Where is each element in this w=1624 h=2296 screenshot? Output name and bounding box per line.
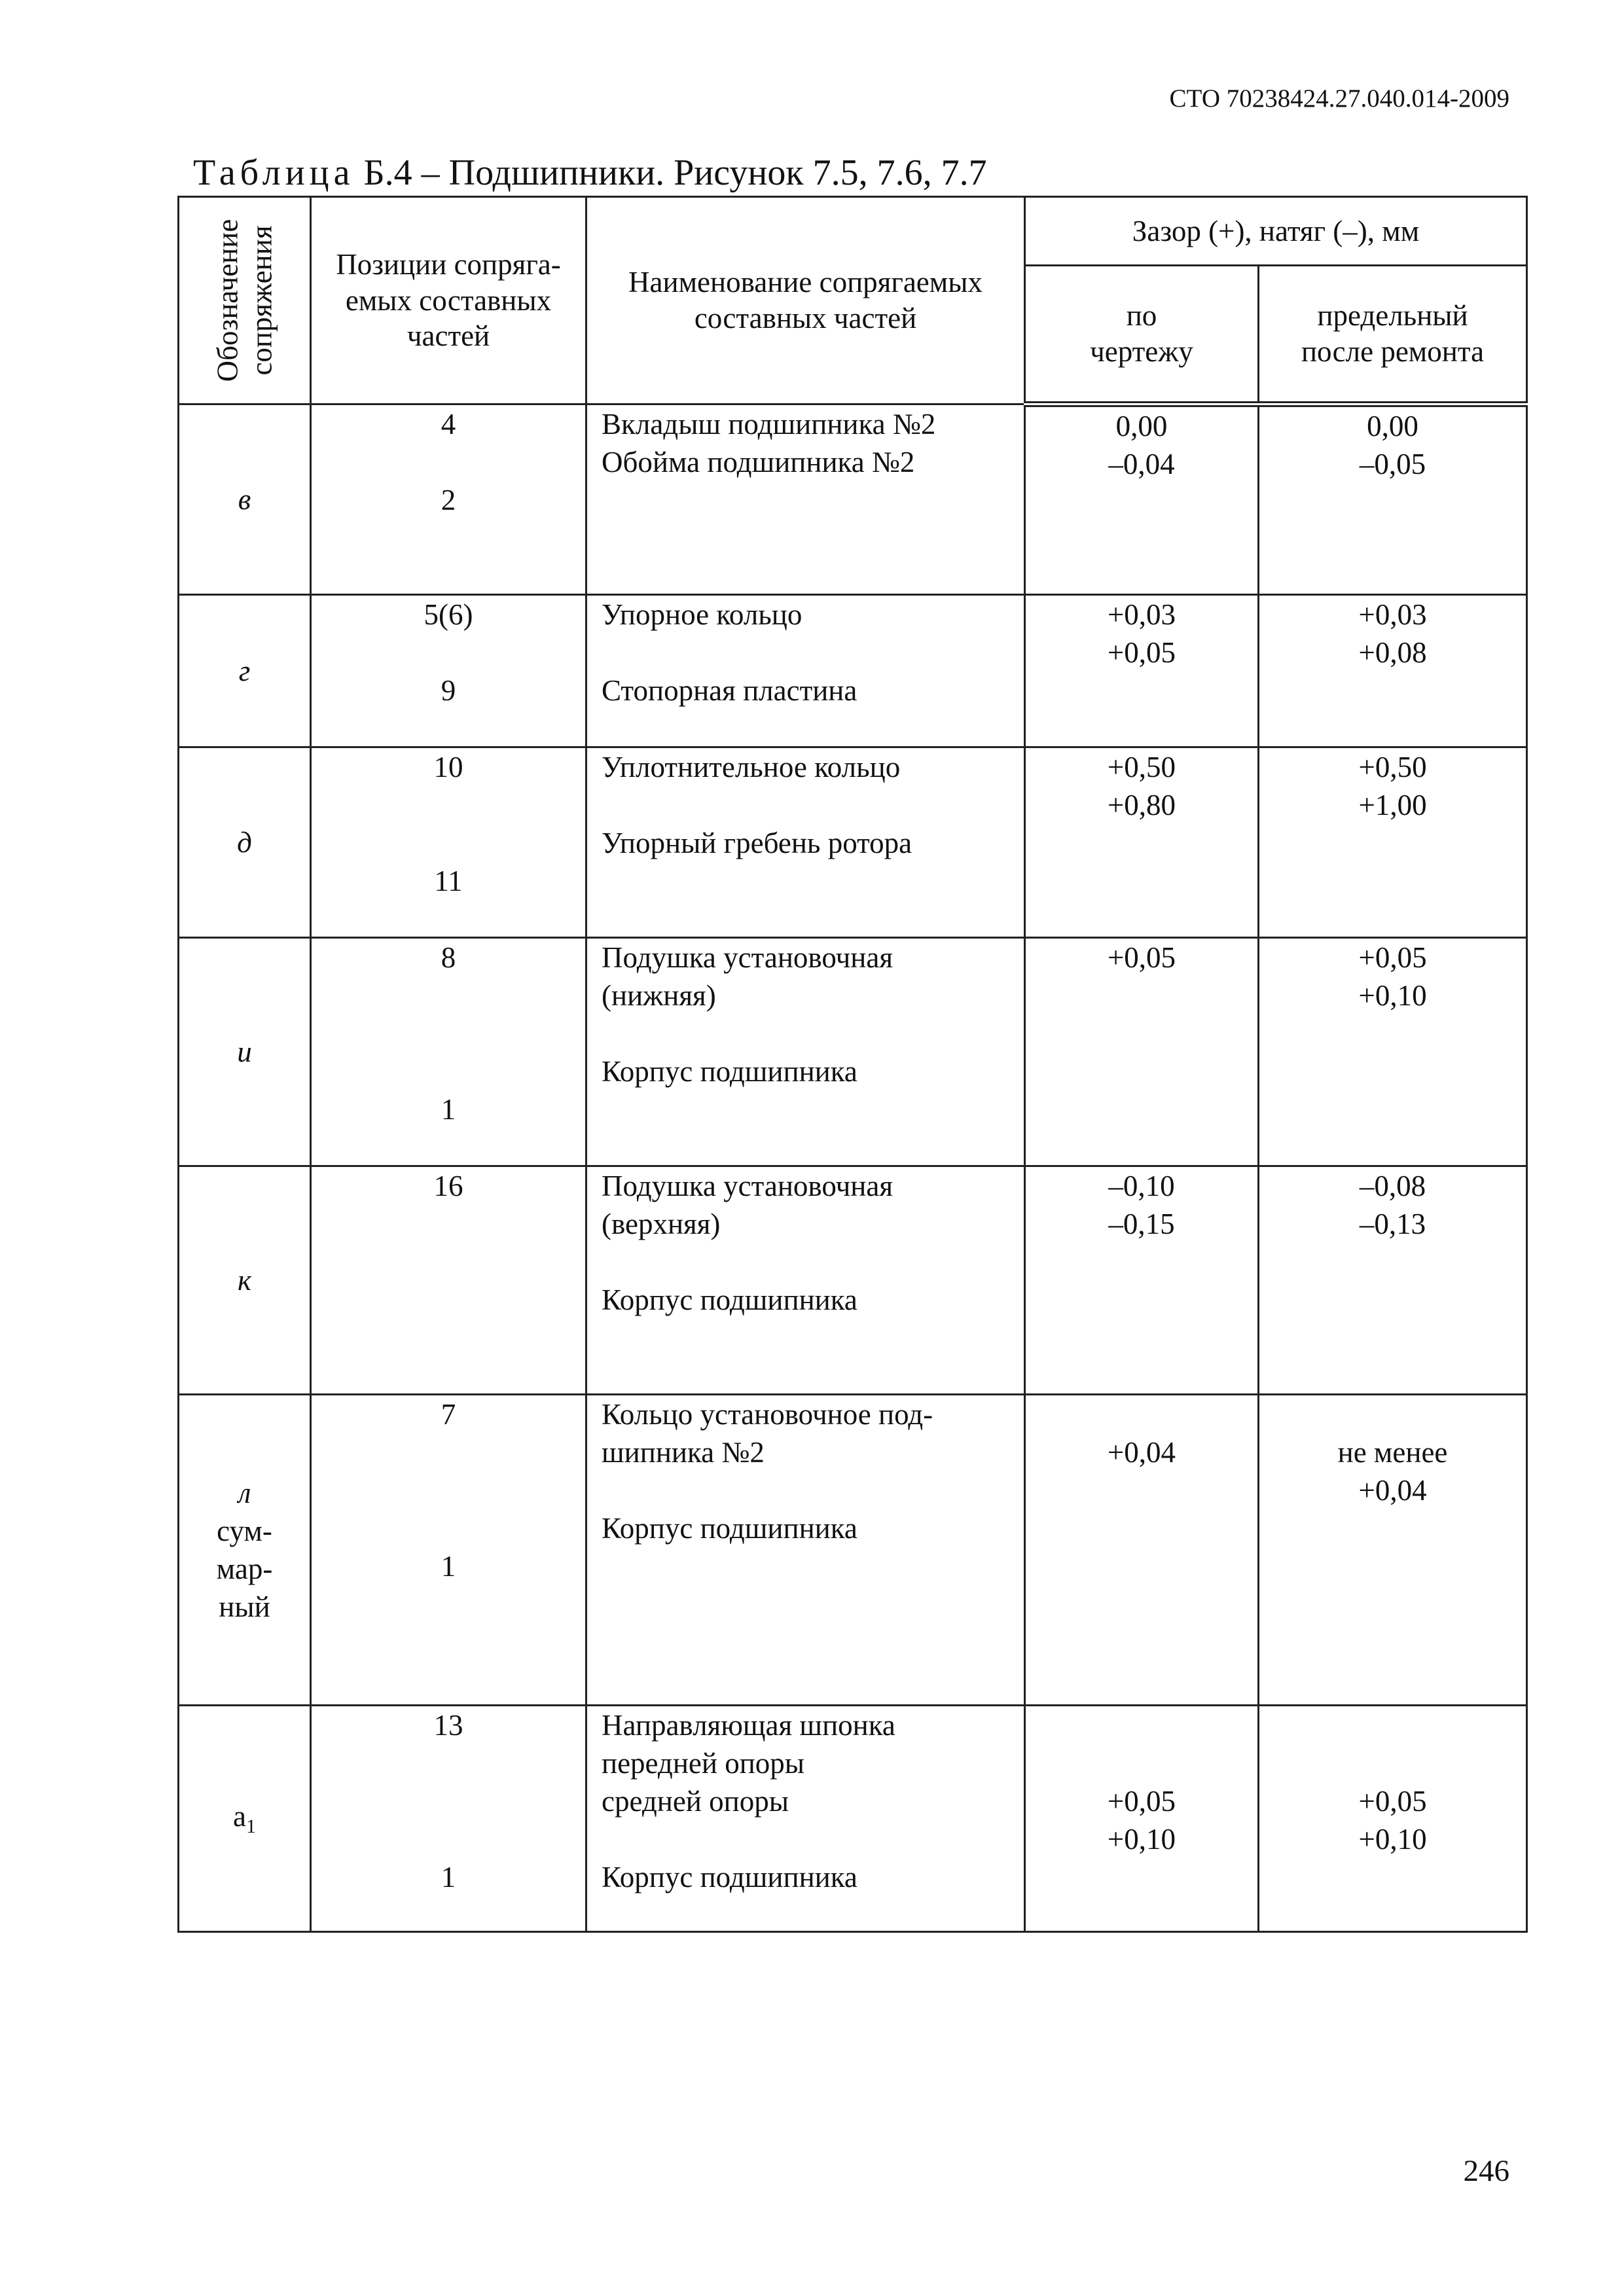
table-row — [179, 595, 1527, 747]
limit-value-1: +0,05 — [1358, 1785, 1427, 1818]
position-a: 8 — [441, 941, 456, 974]
drawing-value-1: +0,05 — [1107, 1785, 1176, 1818]
limit-cell — [1259, 938, 1527, 1166]
positions-cell — [311, 747, 586, 938]
designation-letter: л — [238, 1477, 251, 1509]
limit-value-2: –0,05 — [1359, 448, 1426, 480]
positions-cell — [311, 404, 586, 595]
table-row — [179, 1166, 1527, 1395]
designation-base: а — [233, 1800, 246, 1833]
position-a: 16 — [433, 1170, 463, 1202]
designation-word-3: ный — [219, 1590, 270, 1623]
position-a: 10 — [433, 751, 463, 783]
by-drawing-cell — [1025, 1395, 1259, 1706]
position-b: 11 — [434, 865, 463, 897]
page-number: 246 — [1463, 2154, 1509, 2188]
drawing-value-1: 0,00 — [1115, 410, 1168, 442]
names-cell — [586, 595, 1025, 747]
part-name-a: Вкладыш подшипника №2 — [602, 408, 936, 440]
drawing-value-2: +0,10 — [1107, 1823, 1176, 1856]
part-name-a-line3: средней опоры — [602, 1785, 789, 1818]
table-caption — [193, 152, 987, 194]
position-a: 13 — [433, 1709, 463, 1742]
limit-value-2: +0,08 — [1358, 636, 1427, 669]
position-a: 7 — [441, 1398, 456, 1431]
part-name-a: Уплотнительное кольцо — [602, 751, 901, 783]
limit-value-1: +0,50 — [1358, 751, 1427, 783]
table-row — [179, 747, 1527, 938]
drawing-value-1: +0,04 — [1107, 1436, 1176, 1469]
header-names: Наименование сопрягаемых составных частей — [586, 197, 1025, 404]
drawing-value-2: –0,15 — [1108, 1208, 1175, 1240]
table-row — [179, 404, 1527, 595]
positions-cell — [311, 938, 586, 1166]
limit-cell — [1259, 1395, 1527, 1706]
limit-cell — [1259, 404, 1527, 595]
header-designation-text: Обозначение сопряжения — [210, 219, 278, 382]
designation-word-1: сум- — [217, 1515, 272, 1547]
part-name-a-line2: (нижняя) — [602, 979, 716, 1012]
by-drawing-cell — [1025, 1166, 1259, 1395]
by-drawing-cell — [1025, 595, 1259, 747]
limit-cell — [1259, 1166, 1527, 1395]
drawing-value-1: +0,05 — [1107, 941, 1176, 974]
drawing-value-2: +0,80 — [1107, 789, 1176, 821]
designation-subscript: 1 — [245, 1816, 256, 1837]
part-name-a-line2: шипника №2 — [602, 1436, 765, 1469]
document-code: СТО 70238424.27.040.014-2009 — [1169, 84, 1509, 113]
names-cell — [586, 747, 1025, 938]
part-name-a-line2: (верхняя) — [602, 1208, 721, 1240]
part-name-b: Корпус подшипника — [602, 1283, 857, 1316]
caption-label: Таблица — [193, 152, 355, 193]
limit-value-1: не менее — [1337, 1436, 1448, 1469]
positions-cell — [311, 1706, 586, 1932]
positions-cell — [311, 595, 586, 747]
header-limit-after-repair: предельный после ремонта — [1259, 266, 1527, 404]
names-cell — [586, 404, 1025, 595]
limit-value-2: +0,10 — [1358, 1823, 1427, 1856]
position-b: 1 — [441, 1093, 456, 1126]
table-row — [179, 938, 1527, 1166]
position-b: 2 — [441, 484, 456, 516]
designation-cell: в — [179, 404, 311, 595]
by-drawing-cell — [1025, 1706, 1259, 1932]
part-name-a: Упорное кольцо — [602, 598, 803, 631]
designation-cell — [179, 1706, 311, 1932]
position-b: 1 — [441, 1861, 456, 1893]
drawing-value-1: +0,03 — [1107, 598, 1176, 631]
positions-cell — [311, 1166, 586, 1395]
limit-cell — [1259, 595, 1527, 747]
limit-value-2: –0,13 — [1359, 1208, 1426, 1240]
part-name-a-line1: Направляющая шпонка — [602, 1709, 895, 1742]
part-name-b: Корпус подшипника — [602, 1861, 857, 1893]
limit-value-1: 0,00 — [1367, 410, 1418, 442]
table-row — [179, 1395, 1527, 1706]
limit-value-2: +0,04 — [1358, 1474, 1427, 1507]
by-drawing-cell — [1025, 747, 1259, 938]
designation-word-2: мар- — [216, 1552, 273, 1585]
names-cell — [586, 1166, 1025, 1395]
bearings-table — [177, 196, 1528, 1933]
part-name-b: Корпус подшипника — [602, 1055, 857, 1088]
header-clearance-group: Зазор (+), натяг (–), мм — [1025, 197, 1527, 266]
limit-cell — [1259, 747, 1527, 938]
drawing-value-1: –0,10 — [1108, 1170, 1175, 1202]
limit-cell — [1259, 1706, 1527, 1932]
designation-cell: к — [179, 1166, 311, 1395]
by-drawing-cell — [1025, 404, 1259, 595]
part-name-a-line1: Подушка установочная — [602, 941, 893, 974]
designation-cell: д — [179, 747, 311, 938]
table-row — [179, 1706, 1527, 1932]
part-name-b: Упорный гребень ротора — [602, 827, 912, 859]
limit-value-1: +0,03 — [1358, 598, 1427, 631]
drawing-value-1: +0,50 — [1107, 751, 1176, 783]
limit-value-1: +0,05 — [1358, 941, 1427, 974]
part-name-b: Обойма подшипника №2 — [602, 446, 915, 478]
position-a: 4 — [441, 408, 456, 440]
drawing-value-2: –0,04 — [1108, 448, 1175, 480]
part-name-b: Стопорная пластина — [602, 674, 857, 707]
header-positions: Позиции сопряга-емых составных частей — [311, 197, 586, 404]
position-b: 1 — [441, 1550, 456, 1583]
limit-value-1: –0,08 — [1359, 1170, 1426, 1202]
designation-cell: г — [179, 595, 311, 747]
limit-value-2: +1,00 — [1358, 789, 1427, 821]
header-by-drawing: по чертежу — [1025, 266, 1259, 404]
names-cell — [586, 1706, 1025, 1932]
limit-value-2: +0,10 — [1358, 979, 1427, 1012]
designation-cell — [179, 1395, 311, 1706]
part-name-a-line1: Подушка установочная — [602, 1170, 893, 1202]
part-name-a-line2: передней опоры — [602, 1747, 805, 1780]
positions-cell — [311, 1395, 586, 1706]
position-a: 5(6) — [424, 598, 473, 631]
names-cell — [586, 938, 1025, 1166]
names-cell — [586, 1395, 1025, 1706]
part-name-a-line1: Кольцо установочное под- — [602, 1398, 933, 1431]
header-designation — [179, 197, 311, 404]
by-drawing-cell — [1025, 938, 1259, 1166]
part-name-b: Корпус подшипника — [602, 1512, 857, 1545]
position-b: 9 — [441, 674, 456, 707]
designation-cell: и — [179, 938, 311, 1166]
drawing-value-2: +0,05 — [1107, 636, 1176, 669]
caption-text: Б.4 – Подшипники. Рисунок 7.5, 7.6, 7.7 — [363, 152, 987, 193]
